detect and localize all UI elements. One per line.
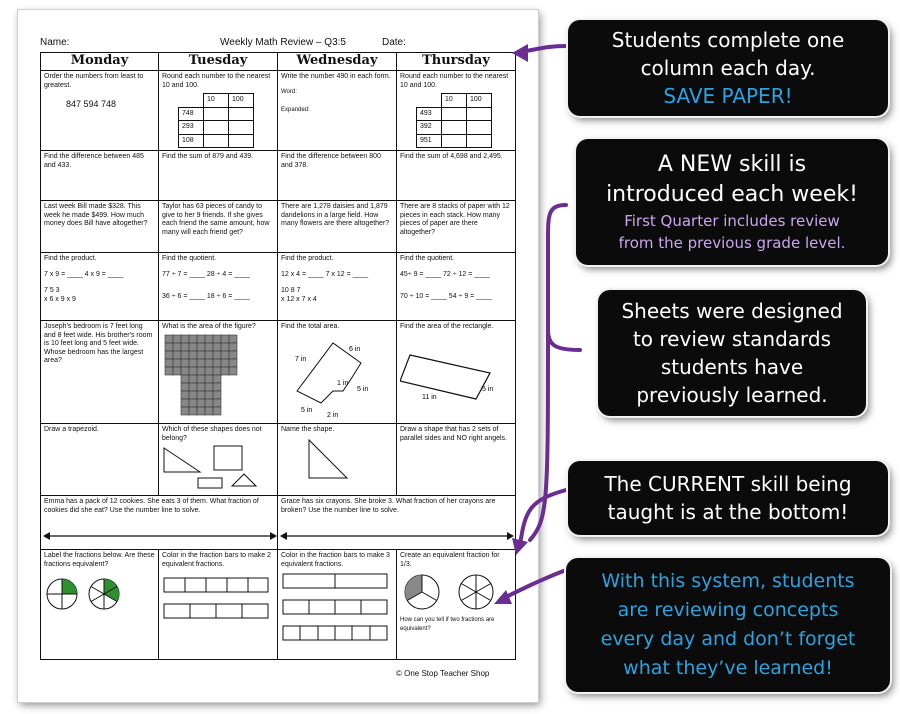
- callout-line: from the previous grade level.: [618, 234, 846, 252]
- question-text: Find the product.: [44, 255, 97, 262]
- question-text: Grace has six crayons. She broke 3. What fraction of her crayons are broken? Use the number line to solve.: [281, 498, 496, 514]
- question-text: Last week Bill made $328. This week he made $499. How much money does Bill have altogether?: [44, 203, 148, 227]
- callout-line: The CURRENT skill being: [604, 472, 852, 496]
- day-tuesday: Tuesday: [159, 53, 278, 71]
- table-cell: 748: [179, 107, 204, 121]
- fact-line: 45÷ 9 = ____ 72 ÷ 12 = ____: [400, 270, 490, 278]
- side-label: 11 in: [422, 394, 437, 401]
- callout-line: taught is at the bottom!: [607, 500, 849, 524]
- callout-line: First Quarter includes review: [624, 212, 840, 230]
- fact-line: 7 5 3 x 6 x 9 x 9: [44, 287, 76, 303]
- date-label: Date:: [382, 37, 406, 48]
- arrow-to-bottom-cell: [500, 570, 566, 600]
- table-cell: 293: [179, 121, 204, 135]
- callout-line: to review standards: [632, 327, 832, 351]
- question-text: Write the number 490 in each form.: [281, 73, 391, 80]
- callout-line: Sheets were designed: [621, 299, 843, 323]
- side-label: 5 in: [482, 386, 494, 393]
- col-header: 100: [467, 94, 492, 108]
- question-text: What is the area of the figure?: [162, 323, 256, 330]
- question-text: Name the shape.: [281, 426, 335, 433]
- callout-line: every day and don’t forget: [600, 628, 856, 650]
- name-label: Name:: [40, 37, 70, 48]
- question-text: Which of these shapes does not belong?: [162, 426, 262, 442]
- question-text: How can you tell if two fractions are equivalent?: [400, 617, 495, 632]
- question-text: Find the total area.: [281, 323, 340, 330]
- side-label: 2 in: [327, 412, 339, 419]
- question-text: Find the quotient.: [162, 255, 217, 262]
- fact-line: 70 ÷ 10 = ____ 54 ÷ 9 = ____: [400, 293, 492, 300]
- callout-line: students have: [660, 355, 804, 379]
- callout-review-standards: [598, 290, 866, 416]
- number-list: 847 594 748: [66, 99, 117, 109]
- callout-line: A NEW skill is: [657, 152, 807, 177]
- word-form-label: Word:: [281, 88, 297, 95]
- question-text: Draw a shape that has 2 sets of parallel sides and NO right angels.: [400, 426, 508, 442]
- callout-line: column each day.: [640, 56, 816, 80]
- callout-new-skill: [576, 139, 888, 265]
- question-text: Draw a trapezoid.: [44, 426, 99, 433]
- worksheet-title: Weekly Math Review – Q3:5: [220, 37, 346, 48]
- question-text: Joseph's bedroom is 7 feet long and 8 feet wide. His brother's room is 10 feet long and 5 feet wide. Whose bedroom has the largest area?: [44, 323, 153, 364]
- callout-current-skill: [568, 461, 888, 535]
- question-text: Create an equivalent fraction for 1/3.: [400, 552, 500, 568]
- callout-line: are reviewing concepts: [617, 599, 839, 621]
- question-text: There are 8 stacks of paper with 12 pieces in each stack. How many pieces of paper are there altogether?: [400, 203, 510, 236]
- day-thursday: Thursday: [397, 53, 516, 71]
- col-header: 100: [229, 94, 254, 108]
- question-text: There are 1,278 daisies and 1,879 dandelions in a large field. How many flowers are there altogether?: [281, 203, 390, 227]
- table-cell: 108: [179, 134, 204, 148]
- question-text: Round each number to the nearest 10 and 100.: [400, 73, 509, 89]
- question-text: Emma has a pack of 12 cookies. She eats 3 of them. What fraction of cookies did she eat? Use the number line to solve.: [44, 498, 259, 514]
- side-label: 7 in: [295, 356, 307, 363]
- question-text: Round each number to the nearest 10 and 100.: [162, 73, 271, 89]
- table-cell: 392: [417, 121, 442, 135]
- question-text: Find the sum of 4,698 and 2,495.: [400, 153, 503, 160]
- callout-line: previously learned.: [636, 383, 828, 407]
- callout-line: With this system, students: [601, 570, 855, 592]
- callout-save-paper: [568, 20, 888, 116]
- expanded-form-label: Expanded:: [281, 107, 310, 113]
- side-label: 1 in: [337, 380, 349, 387]
- question-text: Color in the fraction bars to make 3 equivalent fractions.: [281, 552, 390, 568]
- fact-line: 7 x 9 = ____ 4 x 9 = ____: [44, 270, 124, 278]
- day-monday: Monday: [41, 53, 159, 71]
- col-header: 10: [442, 94, 467, 108]
- callout-system-summary: [566, 558, 890, 692]
- side-label: 5 in: [301, 407, 313, 414]
- question-text: Find the product.: [281, 255, 334, 262]
- fact-line: 10 8 7 x 12 x 7 x 4: [281, 287, 317, 303]
- question-text: Label the fractions below. Are these fractions equivalent?: [44, 552, 155, 568]
- table-cell: 493: [417, 107, 442, 121]
- question-text: Taylor has 63 pieces of candy to give to her 9 friends. If she gives each friend the same amount, how many will each friend get?: [162, 203, 270, 236]
- question-text: Order the numbers from least to greatest.: [44, 73, 144, 89]
- question-text: Find the sum of 879 and 439.: [162, 153, 254, 160]
- fact-line: 77 ÷ 7 = ____ 28 ÷ 4 = ____: [162, 270, 250, 278]
- callout-line: Students complete one: [611, 28, 845, 52]
- callout-line: introduced each week!: [606, 182, 858, 207]
- question-text: Find the difference between 485 and 433.: [44, 153, 144, 169]
- callout-line: what they’ve learned!: [623, 657, 833, 679]
- question-text: Find the quotient.: [400, 255, 455, 262]
- callout-line: SAVE PAPER!: [663, 84, 793, 108]
- question-text: Find the area of the rectangle.: [400, 323, 494, 330]
- copyright: © One Stop Teacher Shop: [396, 669, 490, 678]
- question-text: Color in the fraction bars to make 2 equivalent fractions.: [162, 552, 271, 568]
- day-wednesday: Wednesday: [278, 53, 397, 71]
- question-text: Find the difference between 800 and 378.: [281, 153, 381, 169]
- side-label: 6 in: [349, 346, 361, 353]
- table-cell: 951: [417, 134, 442, 148]
- fact-line: 12 x 4 = ____ 7 x 12 = ____: [281, 270, 369, 278]
- col-header: 10: [204, 94, 229, 108]
- fact-line: 36 ÷ 6 = ____ 18 ÷ 6 = ____: [162, 293, 250, 300]
- side-label: 5 in: [357, 386, 369, 393]
